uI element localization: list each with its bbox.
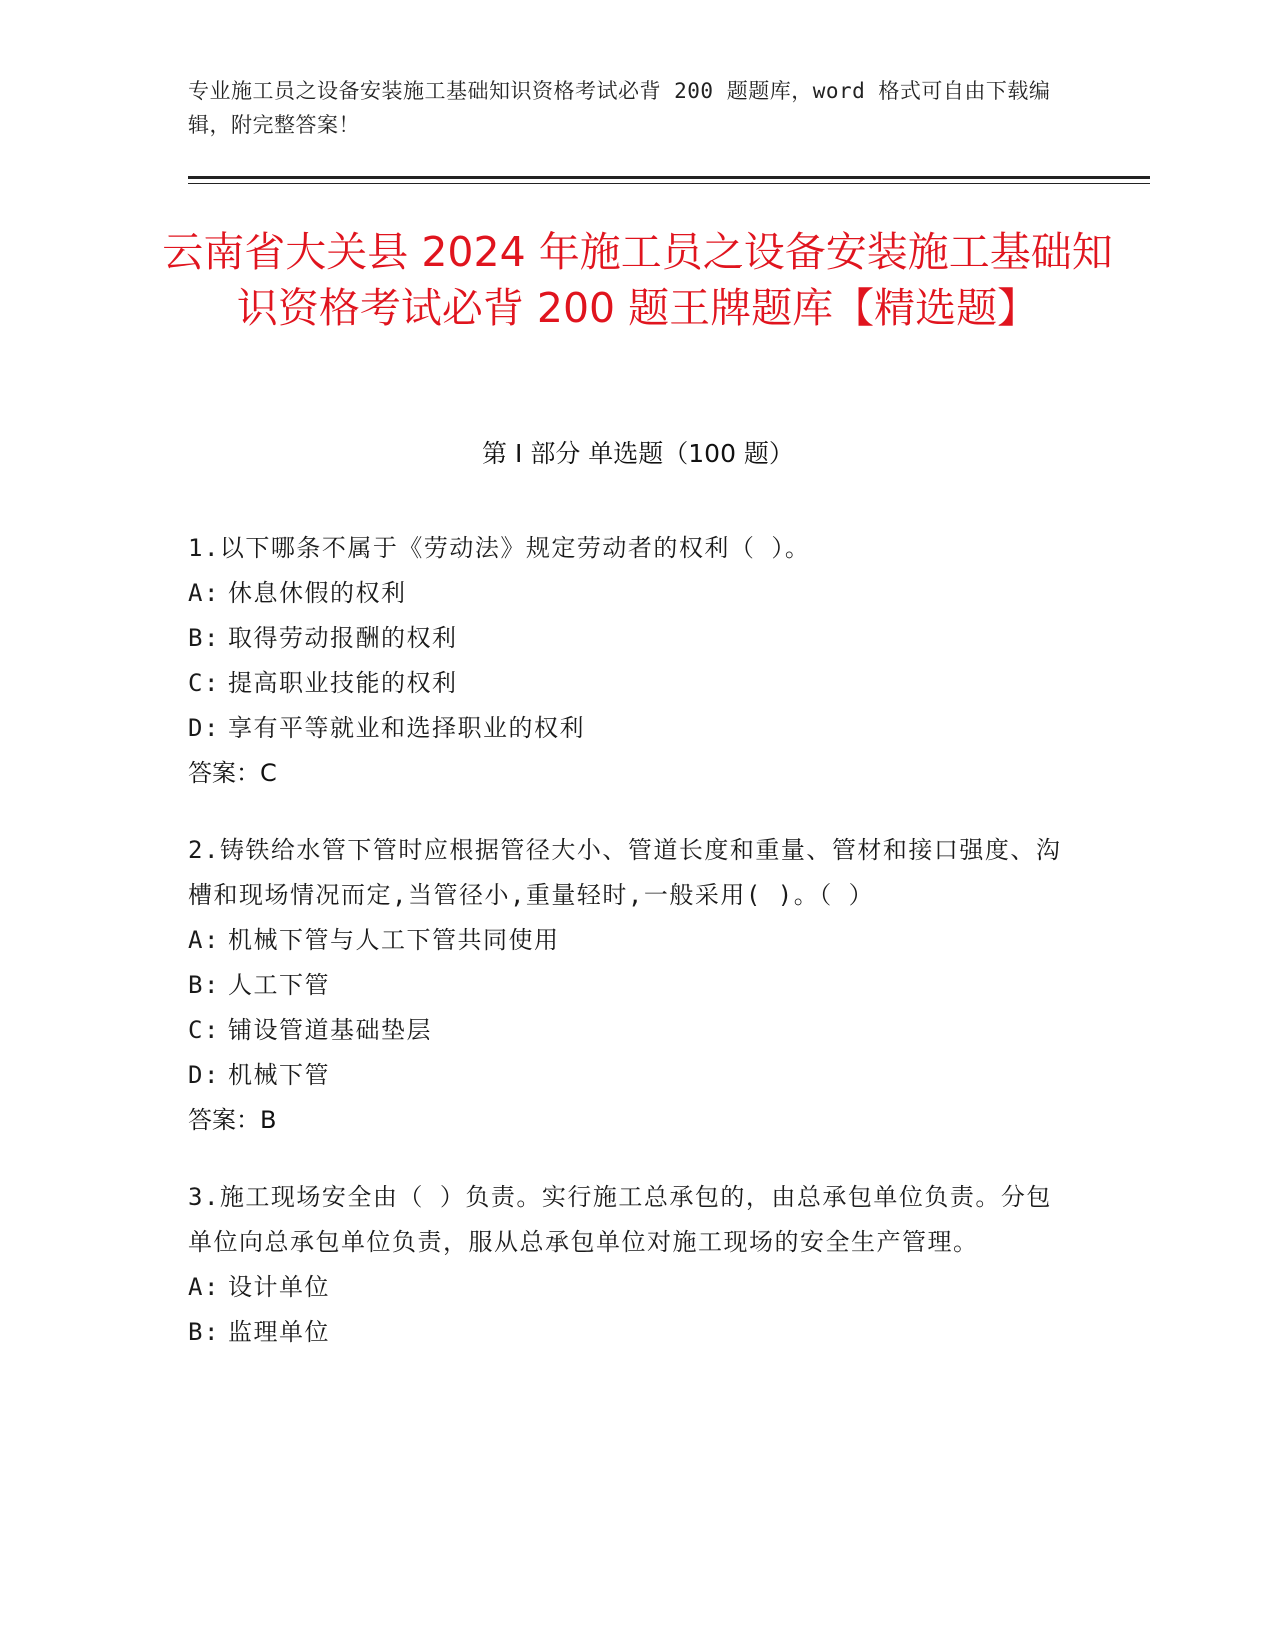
option-text: 人工下管 [228, 971, 330, 999]
question-text: 1.以下哪条不属于《劳动法》规定劳动者的权利（ ）。 [188, 534, 811, 562]
option-text: 休息休假的权利 [228, 579, 407, 607]
option-letter: C: [188, 669, 220, 697]
question-text: 3.施工现场安全由（ ）负责。实行施工总承包的，由总承包单位负责。分包单位向总承包单位负责，服从总承包单位对施工现场的安全生产管理。 [188, 1183, 1052, 1256]
section-heading: 第 I 部分 单选题（100 题） [482, 439, 794, 468]
option-letter: B: [188, 624, 220, 652]
option-b [188, 616, 1068, 661]
answer-text: 答案：C [188, 759, 277, 787]
document-title: 云南省大关县 2024 年施工员之设备安装施工基础知识资格考试必背 200 题王牌题库【精选题】 [162, 228, 1113, 332]
option-text: 监理单位 [228, 1318, 330, 1346]
option-text: 机械下管与人工下管共同使用 [228, 926, 560, 954]
option-d [188, 706, 1068, 751]
option-letter: D: [188, 1061, 220, 1089]
option-c [188, 1008, 1068, 1053]
option-letter: B: [188, 971, 220, 999]
option-b [188, 1310, 1068, 1355]
question-text: 2.铸铁给水管下管时应根据管径大小、管道长度和重量、管材和接口强度、沟槽和现场情况而定,当管径小,重量轻时,一般采用( )。（ ） [188, 836, 1062, 909]
question-1 [188, 526, 1068, 796]
question-3 [188, 1175, 1068, 1355]
option-letter: C: [188, 1016, 220, 1044]
option-text: 提高职业技能的权利 [228, 669, 458, 697]
option-letter: A: [188, 926, 220, 954]
question-2 [188, 828, 1068, 1143]
option-letter: B: [188, 1318, 220, 1346]
option-c [188, 661, 1068, 706]
option-letter: A: [188, 579, 220, 607]
answer-text: 答案：B [188, 1106, 277, 1134]
option-text: 取得劳动报酬的权利 [228, 624, 458, 652]
option-a [188, 918, 1068, 963]
option-text: 机械下管 [228, 1061, 330, 1089]
header-rule-thin [188, 183, 1150, 184]
header-note: 专业施工员之设备安装施工基础知识资格考试必背 200 题题库，word 格式可自由下载编辑，附完整答案！ [188, 79, 1051, 137]
option-text: 设计单位 [228, 1273, 330, 1301]
option-d [188, 1053, 1068, 1098]
option-a [188, 1265, 1068, 1310]
option-letter: A: [188, 1273, 220, 1301]
option-a [188, 571, 1068, 616]
option-letter: D: [188, 714, 220, 742]
option-b [188, 963, 1068, 1008]
question-list [188, 526, 1068, 1387]
option-text: 铺设管道基础垫层 [228, 1016, 432, 1044]
header-rule-thick [188, 176, 1150, 179]
option-text: 享有平等就业和选择职业的权利 [228, 714, 585, 742]
